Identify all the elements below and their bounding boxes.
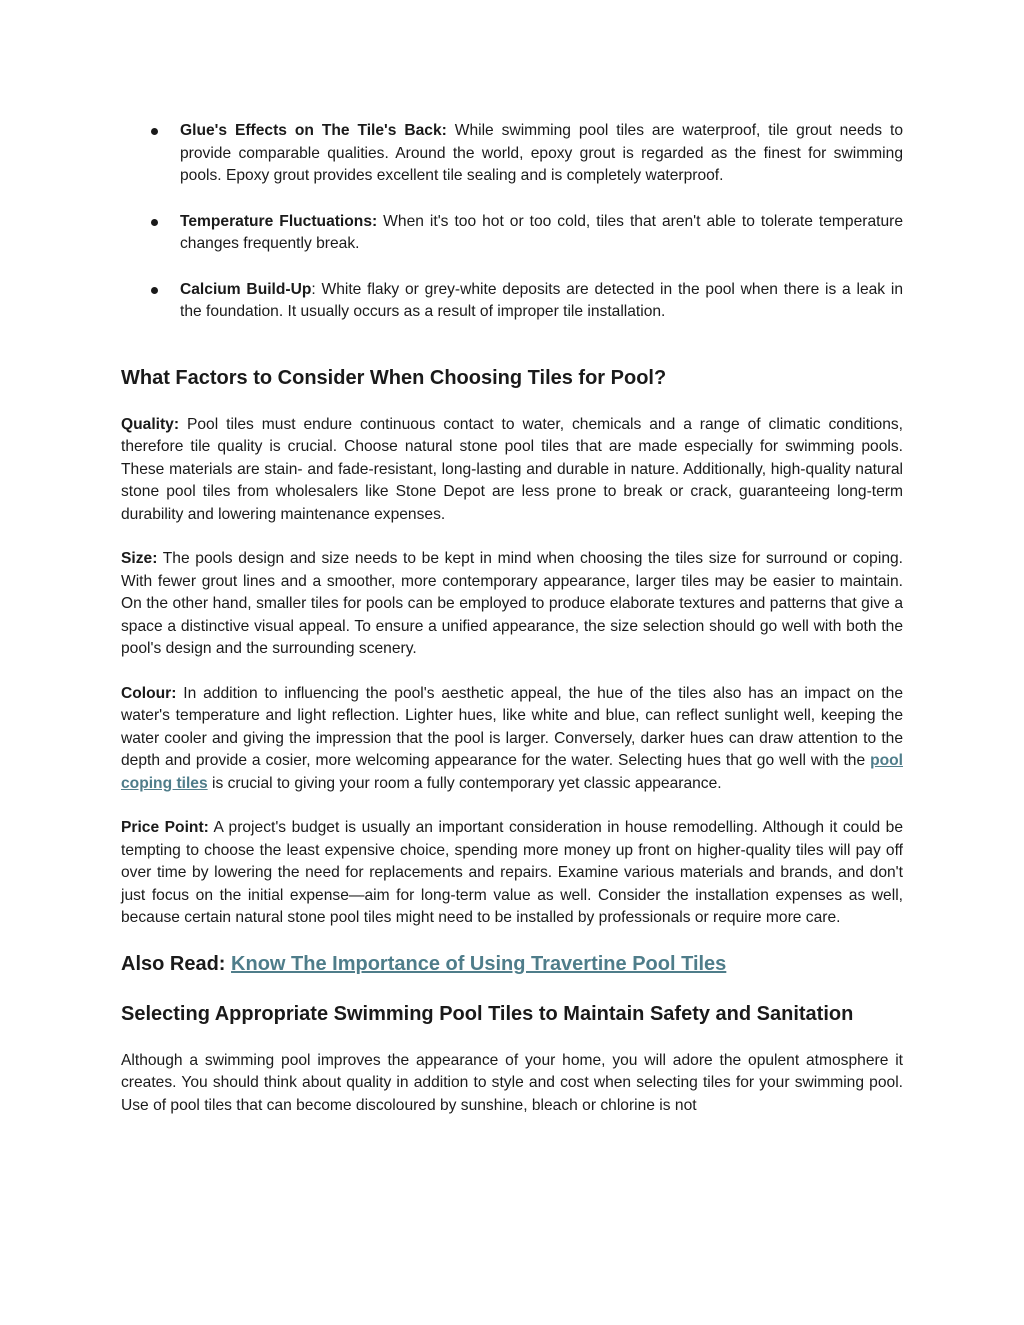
- bullet-icon: [151, 287, 158, 294]
- problems-list: [121, 120, 903, 324]
- travertine-article-link[interactable]: Know The Importance of Using Travertine Pool Tiles: [231, 952, 727, 975]
- bullet-title: Calcium Build-Up: [180, 280, 312, 298]
- size-paragraph: [121, 548, 903, 661]
- colour-label: Colour:: [121, 684, 177, 702]
- bullet-title: Glue's Effects on The Tile's Back:: [180, 122, 447, 139]
- colour-text: In addition to influencing the pool's aesthetic appeal, the hue of the tiles also has an impact on the water's temperature and light reflection. Lighter hues, like white and blue, can reflect sunlight well, keeping the water cooler and giving the impression that the pool is larger. Conversely, darker hues can draw attention to the depth and provide a cosier, more welcoming appearance for the water. Selecting hues that go well with the: [121, 684, 903, 769]
- selecting-heading: Selecting Appropriate Swimming Pool Tiles to Maintain Safety and Sanitation: [121, 1002, 854, 1025]
- colour-text-after: is crucial to giving your room a fully contemporary yet classic appearance.: [207, 774, 722, 792]
- document-content: [121, 120, 903, 1117]
- size-label: Size:: [121, 550, 158, 567]
- bullet-text: When it's too hot or too cold, tiles that aren't able to tolerate temperature changes frequently break.: [180, 212, 903, 252]
- colour-paragraph: [121, 683, 903, 796]
- selecting-paragraph: Although a swimming pool improves the appearance of your home, you will adore the opulent atmosphere it creates. You should think about quality in addition to style and cost when selecting tiles for your swimming pool. Use of pool tiles that can become discoloured by sunshine, bleach or chlorine is not: [121, 1051, 903, 1114]
- list-item: [121, 211, 903, 256]
- bullet-text: While swimming pool tiles are waterproof, tile grout needs to provide comparable qualities. Around the world, epoxy grout is regarded as the finest for swimming pools. Epoxy grout provides excellent tile sealing and is completely waterproof.: [180, 122, 904, 184]
- quality-paragraph: [121, 414, 903, 527]
- also-read: [121, 950, 903, 978]
- bullet-title: Temperature Fluctuations:: [180, 212, 378, 230]
- bullet-text: : White flaky or grey-white deposits are detected in the pool when there is a leak in the foundation. It usually occurs as a result of improper tile installation.: [180, 280, 903, 320]
- price-paragraph: [121, 817, 903, 930]
- price-text: A project's budget is usually an important consideration in house remodelling. Although it could be tempting to choose the least expensive choice, spending more money up front on higher-quality tiles will pay off over time by lowering the need for replacements and repairs. Examine various materials and brands, and don't just focus on the initial expense—aim for long-term value as well. Consider the installation expenses as well, because certain natural stone pool tiles might need to be installed by professionals or require more care.: [121, 819, 903, 926]
- list-item: [121, 279, 903, 324]
- factors-heading: What Factors to Consider When Choosing Tiles for Pool?: [121, 366, 667, 389]
- size-text: The pools design and size needs to be kept in mind when choosing the tiles size for surround or coping. With fewer grout lines and a smoother, more contemporary appearance, larger tiles may be easier to maintain. On the other hand, smaller tiles for pools can be employed to produce elaborate textures and patterns that give a space a distinctive visual appeal. To ensure a unified appearance, the size selection should go well with both the pool's design and the surrounding scenery.: [121, 550, 903, 657]
- bullet-icon: [151, 219, 158, 226]
- pool-coping-tiles-link[interactable]: pool coping tiles: [121, 752, 903, 792]
- quality-label: Quality:: [121, 415, 180, 433]
- also-read-label: Also Read:: [121, 952, 232, 975]
- list-item: [121, 120, 903, 188]
- price-label: Price Point:: [121, 819, 209, 836]
- quality-text: Pool tiles must endure continuous contact to water, chemicals and a range of climatic conditions, therefore tile quality is crucial. Choose natural stone pool tiles that are made especially for swimming pools. These materials are stain- and fade-resistant, long-lasting and durable in nature. Additionally, high-quality natural stone pool tiles from wholesalers like Stone Depot are less prone to break or crack, guaranteeing long-term durability and lowering maintenance expenses.: [121, 415, 903, 523]
- bullet-icon: [151, 128, 158, 135]
